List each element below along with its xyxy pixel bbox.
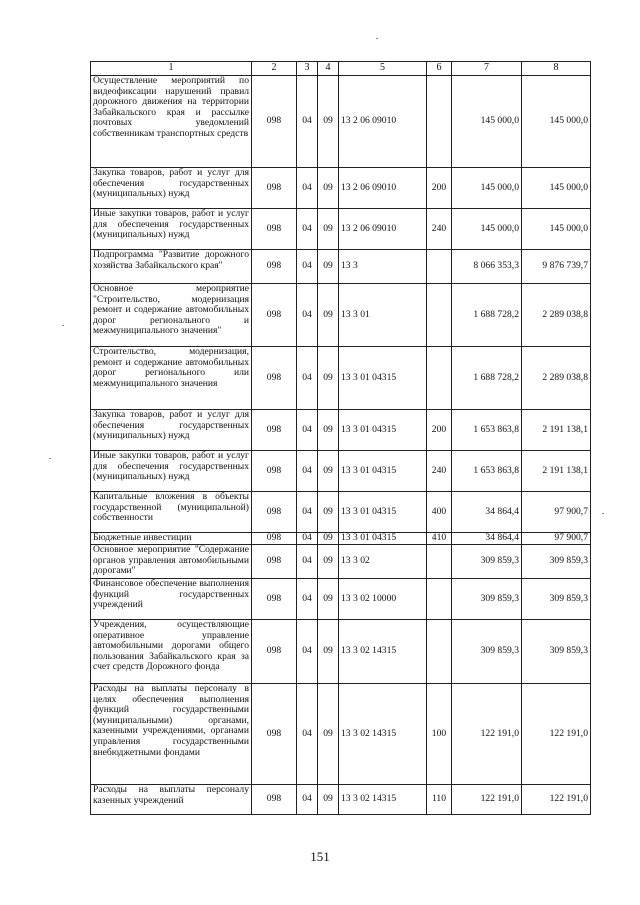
table-row bbox=[91, 533, 591, 545]
row-amount-year2: 145 000,0 bbox=[522, 76, 591, 168]
column-header: 6 bbox=[427, 62, 452, 76]
row-amount-year2: 122 191,0 bbox=[522, 684, 591, 785]
table-row bbox=[91, 168, 591, 209]
row-expense-type-code bbox=[427, 545, 452, 579]
column-header: 4 bbox=[318, 62, 339, 76]
row-ministry-code: 098 bbox=[252, 76, 297, 168]
row-ministry-code: 098 bbox=[252, 451, 297, 492]
row-name: Основное мероприятие "Содержание органов управления автомобильными дорогами" bbox=[91, 545, 252, 579]
row-amount-year1: 122 191,0 bbox=[452, 684, 522, 785]
row-name: Расходы на выплаты персоналу казенных учреждений bbox=[91, 785, 252, 815]
table-body bbox=[91, 76, 591, 815]
row-section-code: 04 bbox=[297, 620, 318, 684]
row-amount-year1: 1 688 728,2 bbox=[452, 284, 522, 347]
row-section-code: 04 bbox=[297, 209, 318, 250]
row-ministry-code: 098 bbox=[252, 209, 297, 250]
page-number: 151 bbox=[310, 849, 330, 864]
row-target-article-code: 13 2 06 09010 bbox=[339, 168, 427, 209]
row-amount-year1: 145 000,0 bbox=[452, 76, 522, 168]
row-subsection-code: 09 bbox=[318, 250, 339, 284]
row-subsection-code: 09 bbox=[318, 168, 339, 209]
row-amount-year1: 34 864,4 bbox=[452, 492, 522, 533]
column-header: 5 bbox=[339, 62, 427, 76]
row-ministry-code: 098 bbox=[252, 168, 297, 209]
table-row bbox=[91, 579, 591, 620]
row-expense-type-code: 240 bbox=[427, 209, 452, 250]
scan-speck bbox=[602, 513, 604, 514]
row-section-code: 04 bbox=[297, 284, 318, 347]
row-ministry-code: 098 bbox=[252, 785, 297, 815]
table-row bbox=[91, 410, 591, 451]
row-subsection-code: 09 bbox=[318, 684, 339, 785]
row-target-article-code: 13 3 02 14315 bbox=[339, 785, 427, 815]
row-ministry-code: 098 bbox=[252, 410, 297, 451]
row-amount-year2: 309 859,3 bbox=[522, 579, 591, 620]
row-target-article-code: 13 3 02 14315 bbox=[339, 684, 427, 785]
table-row bbox=[91, 684, 591, 785]
row-section-code: 04 bbox=[297, 785, 318, 815]
row-name: Иные закупки товаров, работ и услуг для обеспечения государственных (муниципальных) нужд bbox=[91, 451, 252, 492]
row-amount-year2: 2 289 038,8 bbox=[522, 284, 591, 347]
table-row bbox=[91, 785, 591, 815]
row-expense-type-code bbox=[427, 620, 452, 684]
row-amount-year2: 145 000,0 bbox=[522, 209, 591, 250]
table-row bbox=[91, 347, 591, 410]
row-amount-year2: 122 191,0 bbox=[522, 785, 591, 815]
row-target-article-code: 13 3 01 04315 bbox=[339, 451, 427, 492]
scan-speck bbox=[49, 458, 51, 459]
row-amount-year1: 309 859,3 bbox=[452, 545, 522, 579]
row-name: Иные закупки товаров, работ и услуг для обеспечения государственных (муниципальных) нужд bbox=[91, 209, 252, 250]
row-amount-year1: 1 653 863,8 bbox=[452, 451, 522, 492]
row-subsection-code: 09 bbox=[318, 492, 339, 533]
table-row bbox=[91, 451, 591, 492]
row-expense-type-code: 240 bbox=[427, 451, 452, 492]
table-row bbox=[91, 284, 591, 347]
row-subsection-code: 09 bbox=[318, 410, 339, 451]
table-row bbox=[91, 620, 591, 684]
table-row bbox=[91, 545, 591, 579]
row-amount-year1: 309 859,3 bbox=[452, 579, 522, 620]
row-name: Строительство, модернизация, ремонт и содержание автомобильных дорог регионального или межмуниципального значения bbox=[91, 347, 252, 410]
row-target-article-code: 13 2 06 09010 bbox=[339, 76, 427, 168]
row-expense-type-code: 110 bbox=[427, 785, 452, 815]
table-row bbox=[91, 492, 591, 533]
row-ministry-code: 098 bbox=[252, 545, 297, 579]
row-expense-type-code: 200 bbox=[427, 168, 452, 209]
table-row bbox=[91, 76, 591, 168]
row-section-code: 04 bbox=[297, 168, 318, 209]
row-amount-year2: 2 191 138,1 bbox=[522, 451, 591, 492]
row-name: Учреждения, осуществляющие оперативное управление автомобильными дорогами общего пользования Забайкальского края за счет средств Дорожного фонда bbox=[91, 620, 252, 684]
row-name: Основное мероприятие "Строительство, модернизация ремонт и содержание автомобильных дорог регионального и межмуниципального значения" bbox=[91, 284, 252, 347]
row-amount-year2: 97 900,7 bbox=[522, 492, 591, 533]
row-amount-year1: 1 688 728,2 bbox=[452, 347, 522, 410]
row-amount-year1: 1 653 863,8 bbox=[452, 410, 522, 451]
header-row bbox=[91, 62, 591, 76]
table-row bbox=[91, 209, 591, 250]
row-section-code: 04 bbox=[297, 545, 318, 579]
row-section-code: 04 bbox=[297, 76, 318, 168]
row-amount-year2: 97 900,7 bbox=[522, 533, 591, 545]
row-section-code: 04 bbox=[297, 347, 318, 410]
row-target-article-code: 13 3 01 04315 bbox=[339, 410, 427, 451]
budget-table bbox=[90, 61, 591, 815]
row-name: Финансовое обеспечение выполнения функций государственных учреждений bbox=[91, 579, 252, 620]
row-subsection-code: 09 bbox=[318, 785, 339, 815]
row-expense-type-code: 410 bbox=[427, 533, 452, 545]
row-ministry-code: 098 bbox=[252, 620, 297, 684]
row-amount-year1: 122 191,0 bbox=[452, 785, 522, 815]
row-target-article-code: 13 3 02 14315 bbox=[339, 620, 427, 684]
row-ministry-code: 098 bbox=[252, 492, 297, 533]
row-target-article-code: 13 2 06 09010 bbox=[339, 209, 427, 250]
row-ministry-code: 098 bbox=[252, 533, 297, 545]
row-subsection-code: 09 bbox=[318, 451, 339, 492]
row-name: Подпрограмма "Развитие дорожного хозяйства Забайкальского края" bbox=[91, 250, 252, 284]
row-subsection-code: 09 bbox=[318, 209, 339, 250]
row-target-article-code: 13 3 01 bbox=[339, 284, 427, 347]
row-name: Закупка товаров, работ и услуг для обеспечения государственных (муниципальных) нужд bbox=[91, 168, 252, 209]
row-name: Бюджетные инвестиции bbox=[91, 533, 252, 545]
column-header: 3 bbox=[297, 62, 318, 76]
row-name: Расходы на выплаты персоналу в целях обеспечения выполнения функций государственными (муниципальными) органами, казенными учреждениями, органами управления государственными внебюджетными фондами bbox=[91, 684, 252, 785]
row-subsection-code: 09 bbox=[318, 533, 339, 545]
row-section-code: 04 bbox=[297, 579, 318, 620]
row-ministry-code: 098 bbox=[252, 284, 297, 347]
row-expense-type-code bbox=[427, 284, 452, 347]
row-subsection-code: 09 bbox=[318, 284, 339, 347]
row-amount-year2: 2 289 038,8 bbox=[522, 347, 591, 410]
row-expense-type-code bbox=[427, 347, 452, 410]
row-amount-year1: 145 000,0 bbox=[452, 209, 522, 250]
row-target-article-code: 13 3 02 10000 bbox=[339, 579, 427, 620]
row-amount-year2: 9 876 739,7 bbox=[522, 250, 591, 284]
row-target-article-code: 13 3 bbox=[339, 250, 427, 284]
row-expense-type-code: 400 bbox=[427, 492, 452, 533]
row-expense-type-code: 200 bbox=[427, 410, 452, 451]
scan-speck bbox=[62, 325, 64, 326]
column-header: 7 bbox=[452, 62, 522, 76]
row-amount-year1: 309 859,3 bbox=[452, 620, 522, 684]
row-section-code: 04 bbox=[297, 250, 318, 284]
row-subsection-code: 09 bbox=[318, 347, 339, 410]
row-name: Закупка товаров, работ и услуг для обеспечения государственных (муниципальных) нужд bbox=[91, 410, 252, 451]
row-subsection-code: 09 bbox=[318, 545, 339, 579]
row-subsection-code: 09 bbox=[318, 620, 339, 684]
row-name: Капитальные вложения в объекты государственной (муниципальной) собственности bbox=[91, 492, 252, 533]
row-section-code: 04 bbox=[297, 410, 318, 451]
row-target-article-code: 13 3 01 04315 bbox=[339, 347, 427, 410]
row-expense-type-code bbox=[427, 76, 452, 168]
row-amount-year2: 2 191 138,1 bbox=[522, 410, 591, 451]
column-header: 1 bbox=[91, 62, 252, 76]
row-expense-type-code: 100 bbox=[427, 684, 452, 785]
column-header: 8 bbox=[522, 62, 591, 76]
row-ministry-code: 098 bbox=[252, 347, 297, 410]
column-header: 2 bbox=[252, 62, 297, 76]
row-amount-year2: 309 859,3 bbox=[522, 620, 591, 684]
row-amount-year2: 309 859,3 bbox=[522, 545, 591, 579]
row-section-code: 04 bbox=[297, 492, 318, 533]
row-amount-year1: 34 864,4 bbox=[452, 533, 522, 545]
row-target-article-code: 13 3 01 04315 bbox=[339, 533, 427, 545]
row-ministry-code: 098 bbox=[252, 684, 297, 785]
row-target-article-code: 13 3 02 bbox=[339, 545, 427, 579]
row-ministry-code: 098 bbox=[252, 250, 297, 284]
row-section-code: 04 bbox=[297, 684, 318, 785]
table-row bbox=[91, 250, 591, 284]
row-expense-type-code bbox=[427, 579, 452, 620]
scan-speck bbox=[376, 38, 378, 39]
row-subsection-code: 09 bbox=[318, 76, 339, 168]
row-amount-year1: 145 000,0 bbox=[452, 168, 522, 209]
row-amount-year2: 145 000,0 bbox=[522, 168, 591, 209]
row-subsection-code: 09 bbox=[318, 579, 339, 620]
row-ministry-code: 098 bbox=[252, 579, 297, 620]
row-expense-type-code bbox=[427, 250, 452, 284]
row-section-code: 04 bbox=[297, 533, 318, 545]
row-section-code: 04 bbox=[297, 451, 318, 492]
row-amount-year1: 8 066 353,3 bbox=[452, 250, 522, 284]
row-name: Осуществление мероприятий по видеофиксации нарушений правил дорожного движения на территории Забайкальского края и рассылке почтовых уведомлений собственникам транспортных средств bbox=[91, 76, 252, 168]
row-target-article-code: 13 3 01 04315 bbox=[339, 492, 427, 533]
